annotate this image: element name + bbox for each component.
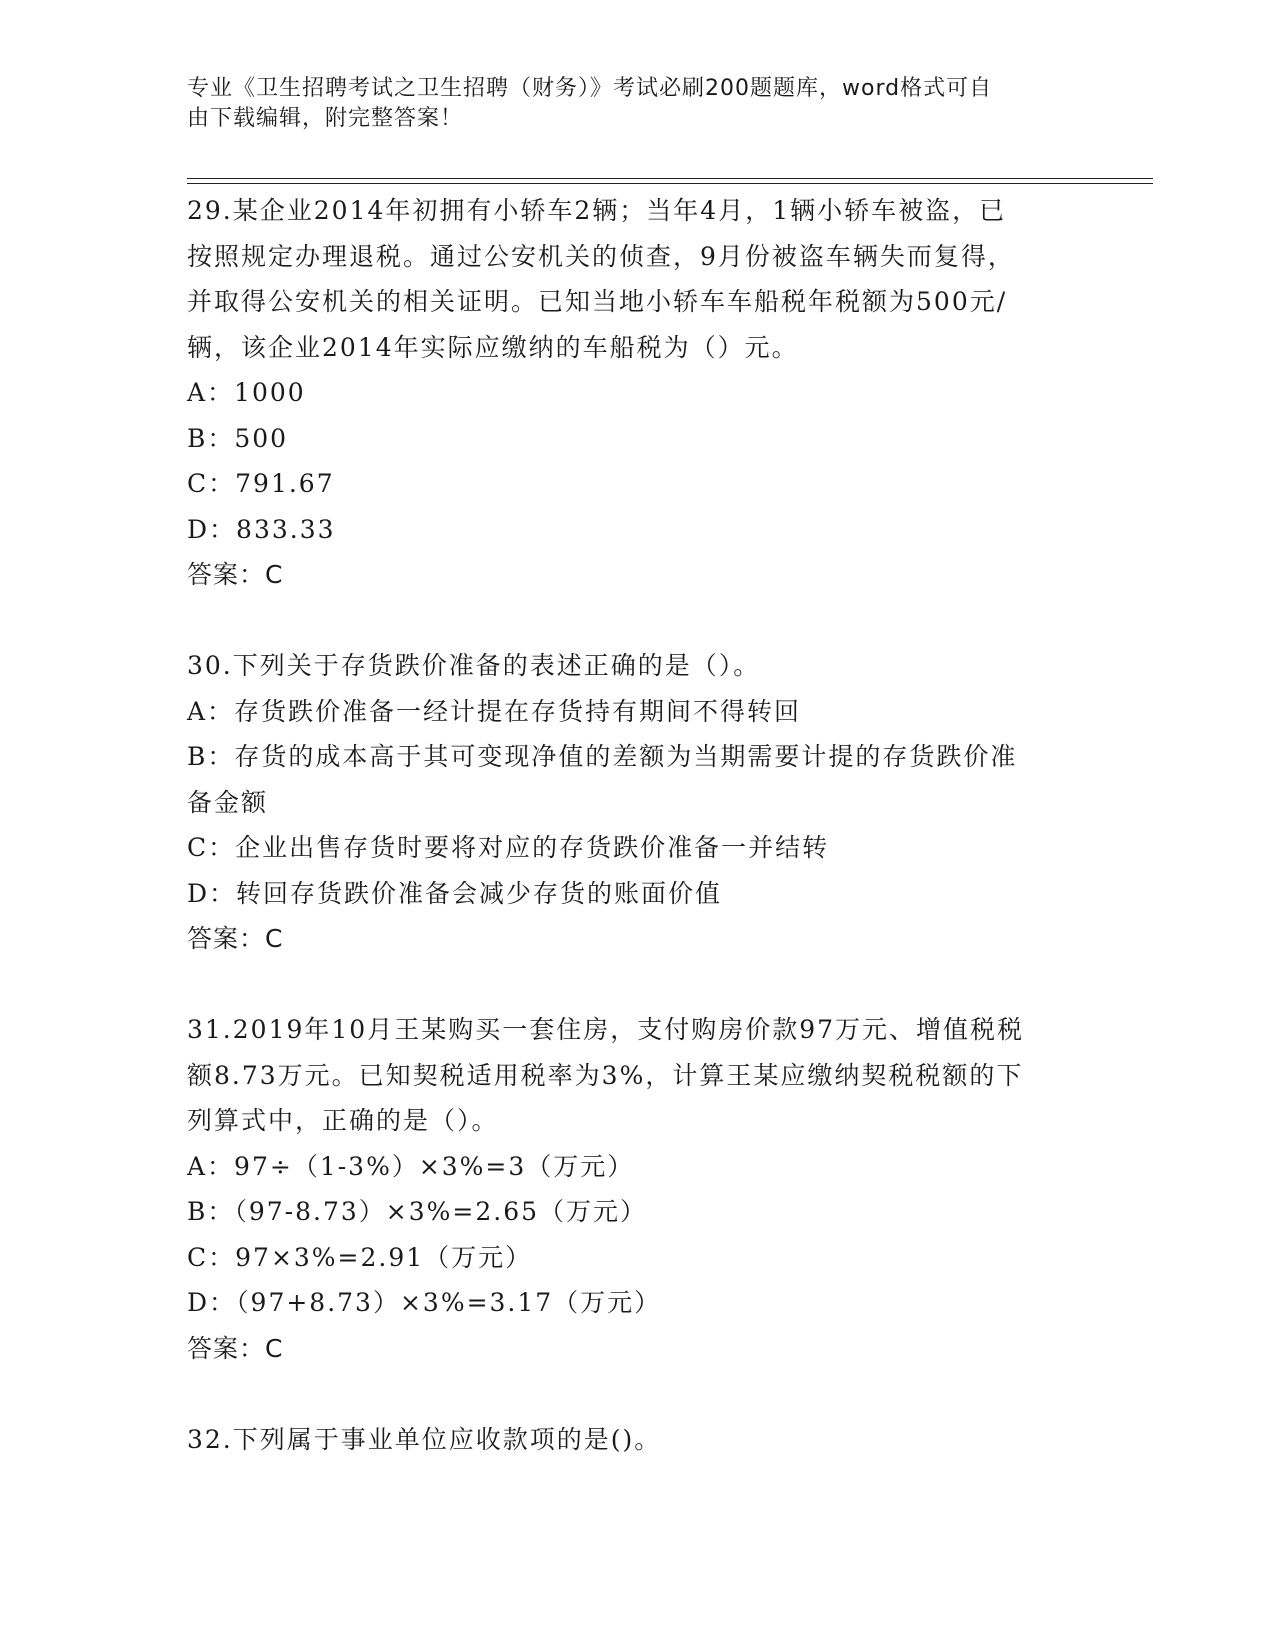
question-spacer — [187, 1371, 1087, 1417]
question-31 — [187, 1007, 1087, 1371]
answer-label: 答案：C — [187, 1333, 284, 1363]
option-a: A：97÷（1-3%）×3%=3（万元） — [187, 1151, 635, 1181]
question-stem-line: 29.某企业2014年初拥有小轿车2辆；当年4月，1辆小轿车被盗，已 — [187, 196, 1007, 225]
option-b: B：500 — [187, 423, 289, 453]
question-stem-line: 30.下列关于存货跌价准备的表述正确的是（）。 — [187, 651, 761, 680]
option-a: A：存货跌价准备一经计提在存货持有期间不得转回 — [187, 696, 802, 726]
question-stem-line: 按照规定办理退税。通过公安机关的侦查，9月份被盗车辆失而复得， — [187, 241, 1015, 271]
question-stem-line: 列算式中，正确的是（）。 — [187, 1106, 499, 1135]
question-stem-line: 额8.73万元。已知契税适用税率为3%，计算王某应缴纳契税税额的下 — [187, 1060, 1024, 1090]
question-stem-line: 32.下列属于事业单位应收款项的是()。 — [187, 1424, 662, 1454]
option-c: C：791.67 — [187, 469, 335, 498]
header-divider-top — [187, 178, 1153, 179]
question-spacer — [187, 598, 1087, 644]
header-divider-bottom — [187, 183, 1153, 184]
option-d: D：（97+8.73）×3%=3.17（万元） — [187, 1288, 662, 1317]
answer-label: 答案：C — [187, 560, 284, 589]
option-d: D：833.33 — [187, 514, 336, 544]
answer-label: 答案：C — [187, 924, 284, 953]
header-line-2: 由下载编辑，附完整答案！ — [187, 106, 464, 131]
option-c: C：企业出售存货时要将对应的存货跌价准备一并结转 — [187, 833, 830, 862]
question-stem-line: 31.2019年10月王某购买一套住房，支付购房价款97万元、增值税税 — [187, 1015, 1025, 1044]
option-c: C：97×3%=2.91（万元） — [187, 1242, 533, 1272]
question-stem-line: 辆，该企业2014年实际应缴纳的车船税为（）元。 — [187, 332, 799, 362]
option-b-continued: 备金额 — [187, 787, 269, 817]
question-list — [187, 188, 1087, 1462]
question-30 — [187, 643, 1087, 962]
option-d: D：转回存货跌价准备会减少存货的账面价值 — [187, 878, 723, 908]
question-spacer — [187, 962, 1087, 1008]
option-b: B：存货的成本高于其可变现净值的差额为当期需要计提的存货跌价准 — [187, 742, 1018, 771]
option-a: A：1000 — [187, 378, 306, 407]
document-header — [187, 74, 1067, 134]
option-b: B：（97-8.73）×3%=2.65（万元） — [187, 1197, 648, 1226]
question-29 — [187, 188, 1087, 598]
header-line-1: 专业《卫生招聘考试之卫生招聘（财务）》考试必刷200题题库，word格式可自 — [187, 76, 993, 101]
question-32 — [187, 1417, 1087, 1463]
question-stem-line: 并取得公安机关的相关证明。已知当地小轿车车船税年税额为500元/ — [187, 287, 1008, 316]
